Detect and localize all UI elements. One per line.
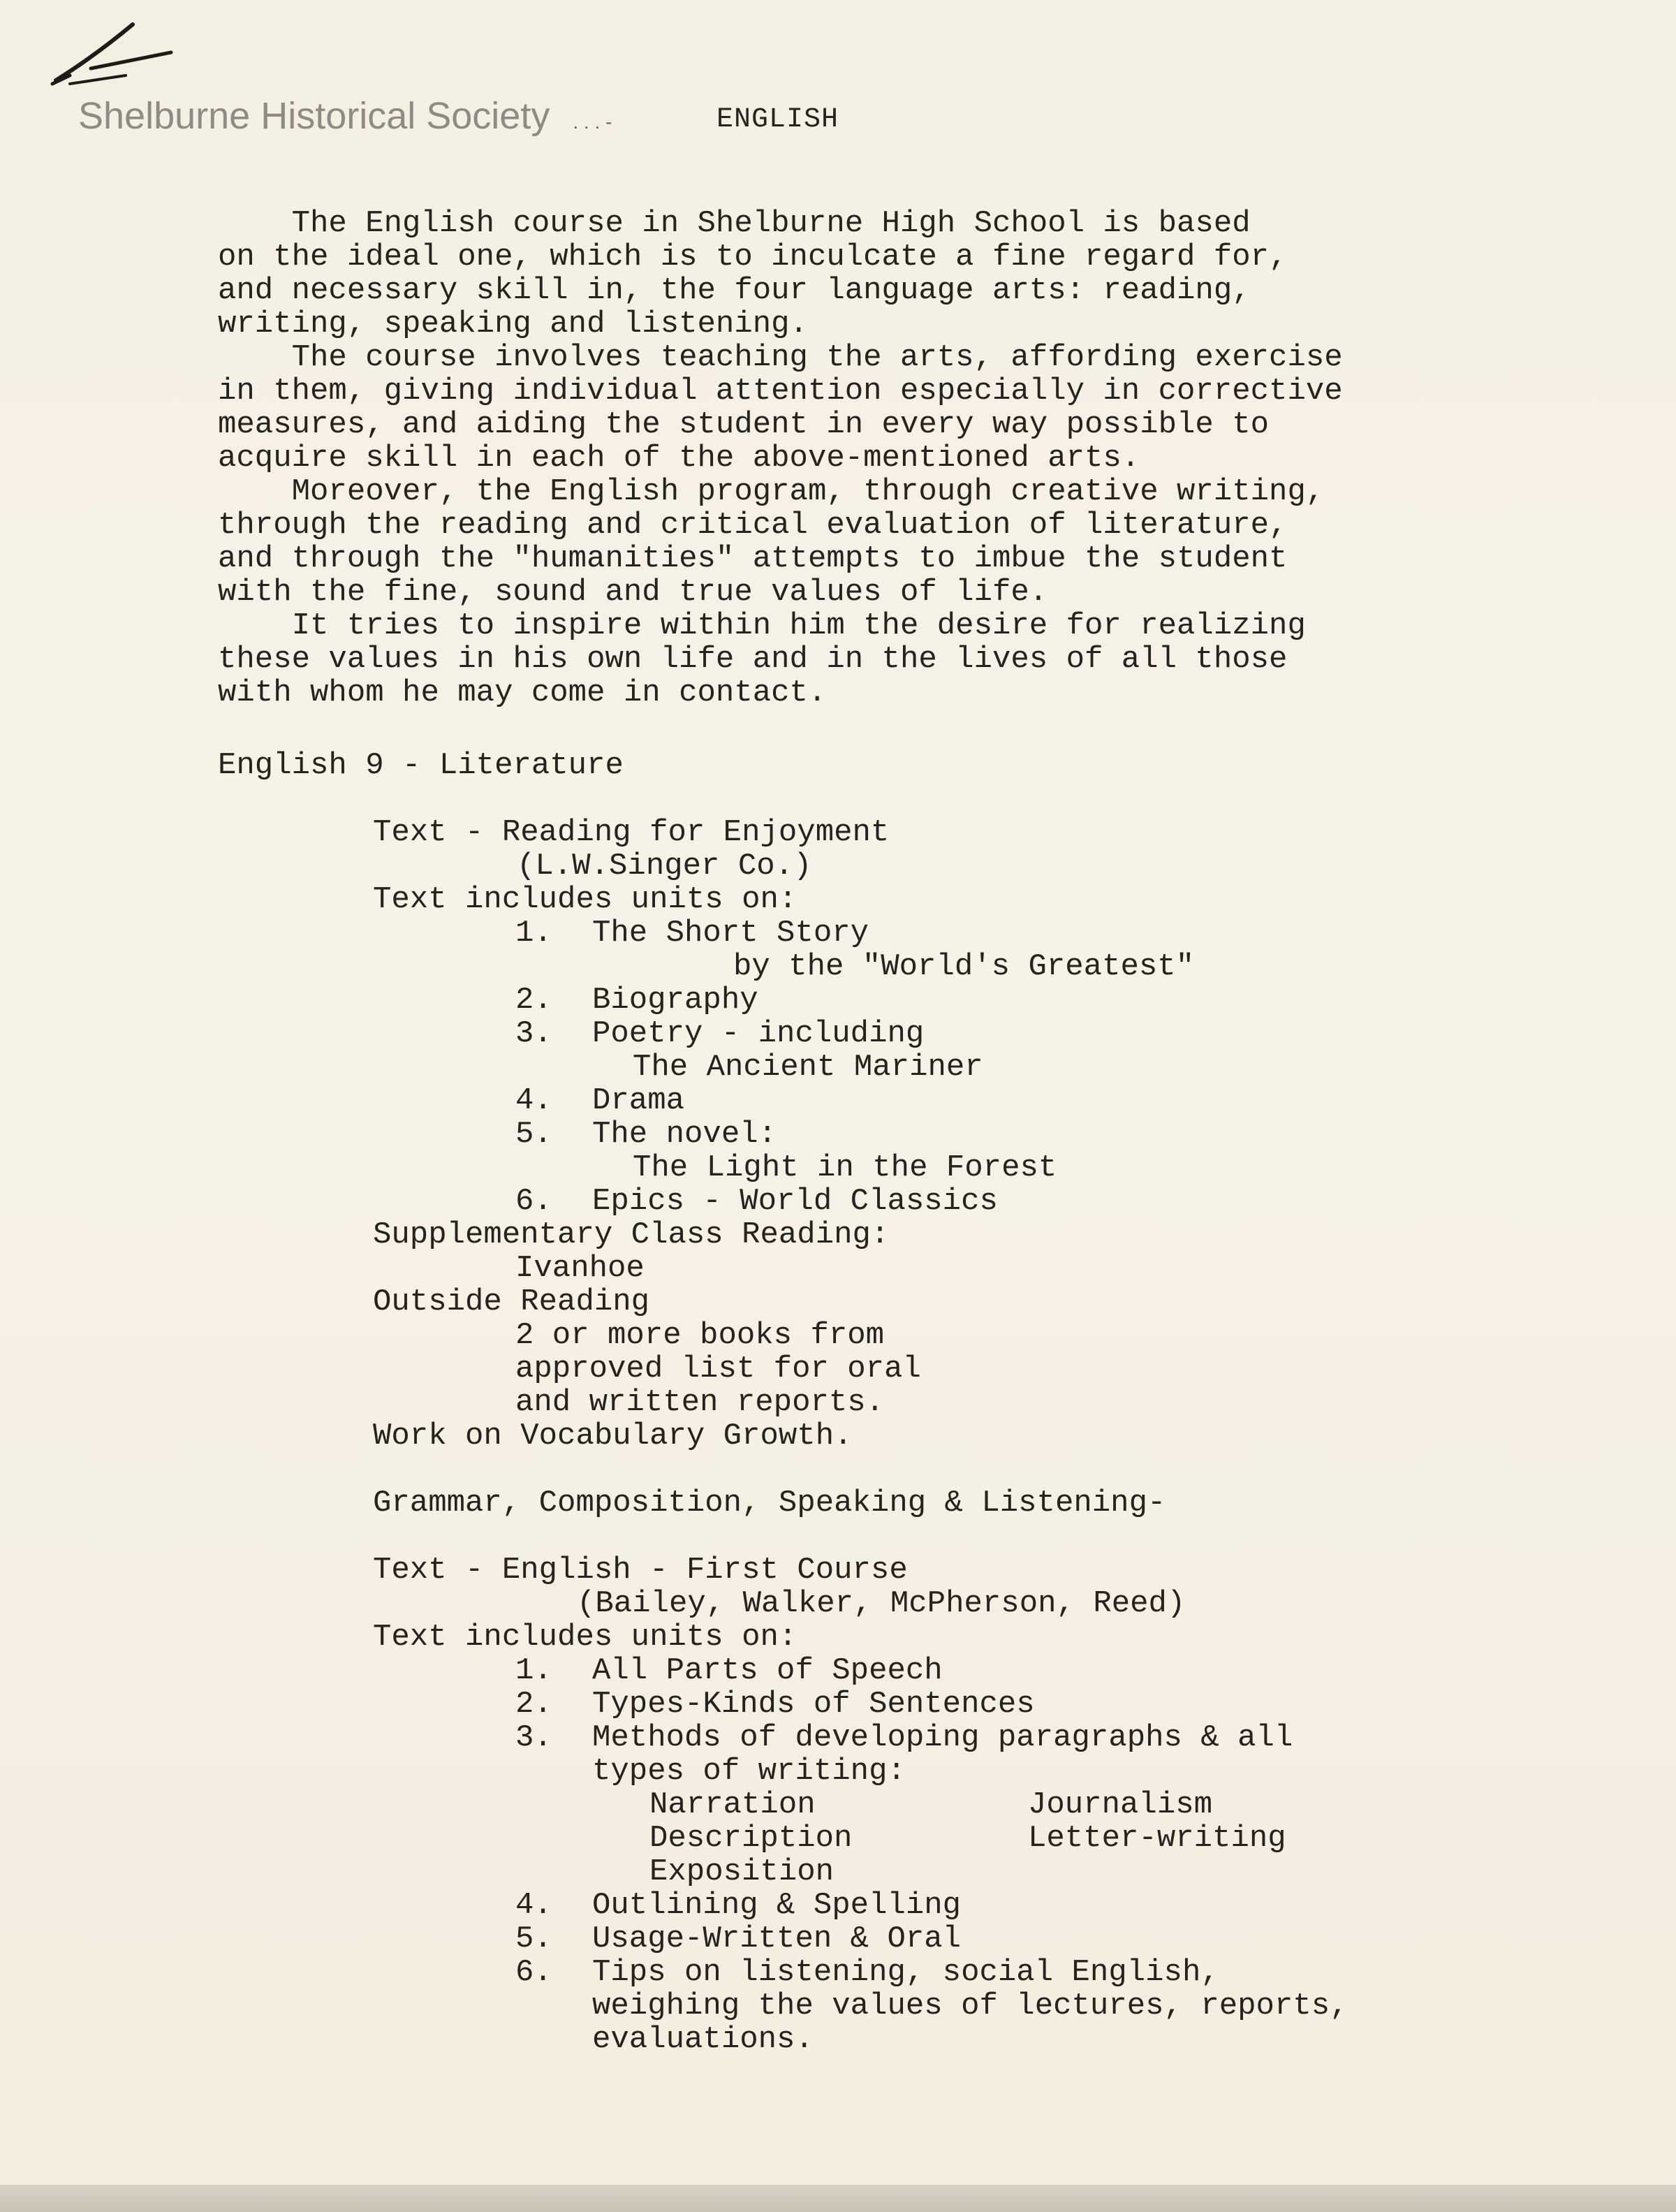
unit-label: Biography <box>592 983 758 1018</box>
watermark-text <box>78 94 612 138</box>
unit-label: Usage-Written & Oral <box>592 1921 962 1956</box>
outside-reading-line: and written reports. <box>515 1385 885 1420</box>
unit-number: 3. <box>515 1720 552 1755</box>
intro-line: in them, giving individual attention especially in corrective <box>218 374 1343 409</box>
pen-check-mark <box>42 14 189 91</box>
intro-line: The English course in Shelburne High School is based <box>218 206 1251 241</box>
intro-line: Moreover, the English program, through creative writing, <box>218 474 1325 509</box>
unit-number: 6. <box>515 1955 552 1990</box>
page-title: ENGLISH <box>716 104 839 135</box>
unit-label: weighing the values of lectures, reports, <box>592 1988 1348 2023</box>
unit-number: 2. <box>515 1687 552 1722</box>
unit-number: 4. <box>515 1888 552 1923</box>
intro-line: acquire skill in each of the above-mentioned arts. <box>218 441 1140 476</box>
unit-label: Poetry - including <box>592 1016 925 1051</box>
intro-line: The course involves teaching the arts, affording exercise <box>218 340 1343 375</box>
unit-label: Tips on listening, social English, <box>592 1955 1219 1990</box>
unit-number: 5. <box>515 1921 552 1956</box>
grammar-authors: (Bailey, Walker, McPherson, Reed) <box>577 1586 1186 1621</box>
supplementary-heading: Supplementary Class Reading: <box>373 1217 890 1252</box>
unit-label: The novel: <box>592 1117 777 1152</box>
intro-line: measures, and aiding the student in every way possible to <box>218 407 1270 442</box>
unit-sublabel: types of writing: <box>592 1754 906 1789</box>
writing-type: Journalism <box>1028 1787 1213 1822</box>
unit-number: 6. <box>515 1184 552 1219</box>
unit-label: Methods of developing paragraphs & all <box>592 1720 1293 1755</box>
intro-line: with the fine, sound and true values of life. <box>218 575 1048 610</box>
section-heading-literature: English 9 - Literature <box>218 748 624 783</box>
unit-label: Types-Kinds of Sentences <box>592 1687 1035 1722</box>
page-bottom-edge <box>0 2185 1676 2212</box>
intro-line: and through the "humanities" attempts to imbue the student <box>218 541 1288 576</box>
unit-sublabel: by the "World's Greatest" <box>733 949 1195 984</box>
intro-line: with whom he may come in contact. <box>218 675 827 710</box>
intro-line: and necessary skill in, the four language arts: reading, <box>218 273 1251 308</box>
literature-text: Text - Reading for Enjoyment <box>373 815 890 850</box>
unit-label: All Parts of Speech <box>592 1653 943 1688</box>
unit-label: The Short Story <box>592 916 869 951</box>
intro-line: through the reading and critical evaluation of literature, <box>218 508 1288 543</box>
watermark-label: Shelburne Historical Society <box>78 95 550 137</box>
unit-number: 1. <box>515 916 552 951</box>
outside-reading-line: 2 or more books from <box>515 1318 885 1353</box>
unit-number: 2. <box>515 983 552 1018</box>
unit-number: 3. <box>515 1016 552 1051</box>
outside-reading-line: approved list for oral <box>515 1352 921 1386</box>
unit-label: Epics - World Classics <box>592 1184 998 1219</box>
vocabulary-note: Work on Vocabulary Growth. <box>373 1419 853 1453</box>
watermark-dots: . . . - <box>573 111 612 133</box>
section-heading-grammar: Grammar, Composition, Speaking & Listening- <box>373 1486 1166 1521</box>
supplementary-item: Ivanhoe <box>515 1251 645 1286</box>
intro-line: these values in his own life and in the lives of all those <box>218 642 1288 677</box>
intro-line: writing, speaking and listening. <box>218 307 808 342</box>
unit-number: 1. <box>515 1653 552 1688</box>
intro-line: It tries to inspire within him the desire for realizing <box>218 608 1306 643</box>
intro-line: on the ideal one, which is to inculcate a fine regard for, <box>218 240 1288 274</box>
unit-number: 4. <box>515 1083 552 1118</box>
unit-sublabel: The Ancient Mariner <box>633 1050 983 1085</box>
outside-reading-heading: Outside Reading <box>373 1284 650 1319</box>
writing-type: Narration <box>649 1787 816 1822</box>
unit-number: 5. <box>515 1117 552 1152</box>
literature-units-heading: Text includes units on: <box>373 882 797 917</box>
grammar-text: Text - English - First Course <box>373 1553 908 1588</box>
unit-label: Outlining & Spelling <box>592 1888 962 1923</box>
unit-label: evaluations. <box>592 2022 814 2057</box>
writing-type: Letter-writing <box>1028 1821 1286 1856</box>
literature-publisher: (L.W.Singer Co.) <box>517 849 812 884</box>
writing-type: Description <box>649 1821 853 1856</box>
grammar-units-heading: Text includes units on: <box>373 1620 797 1655</box>
writing-type: Exposition <box>649 1854 835 1889</box>
unit-sublabel: The Light in the Forest <box>633 1150 1057 1185</box>
unit-label: Drama <box>592 1083 685 1118</box>
